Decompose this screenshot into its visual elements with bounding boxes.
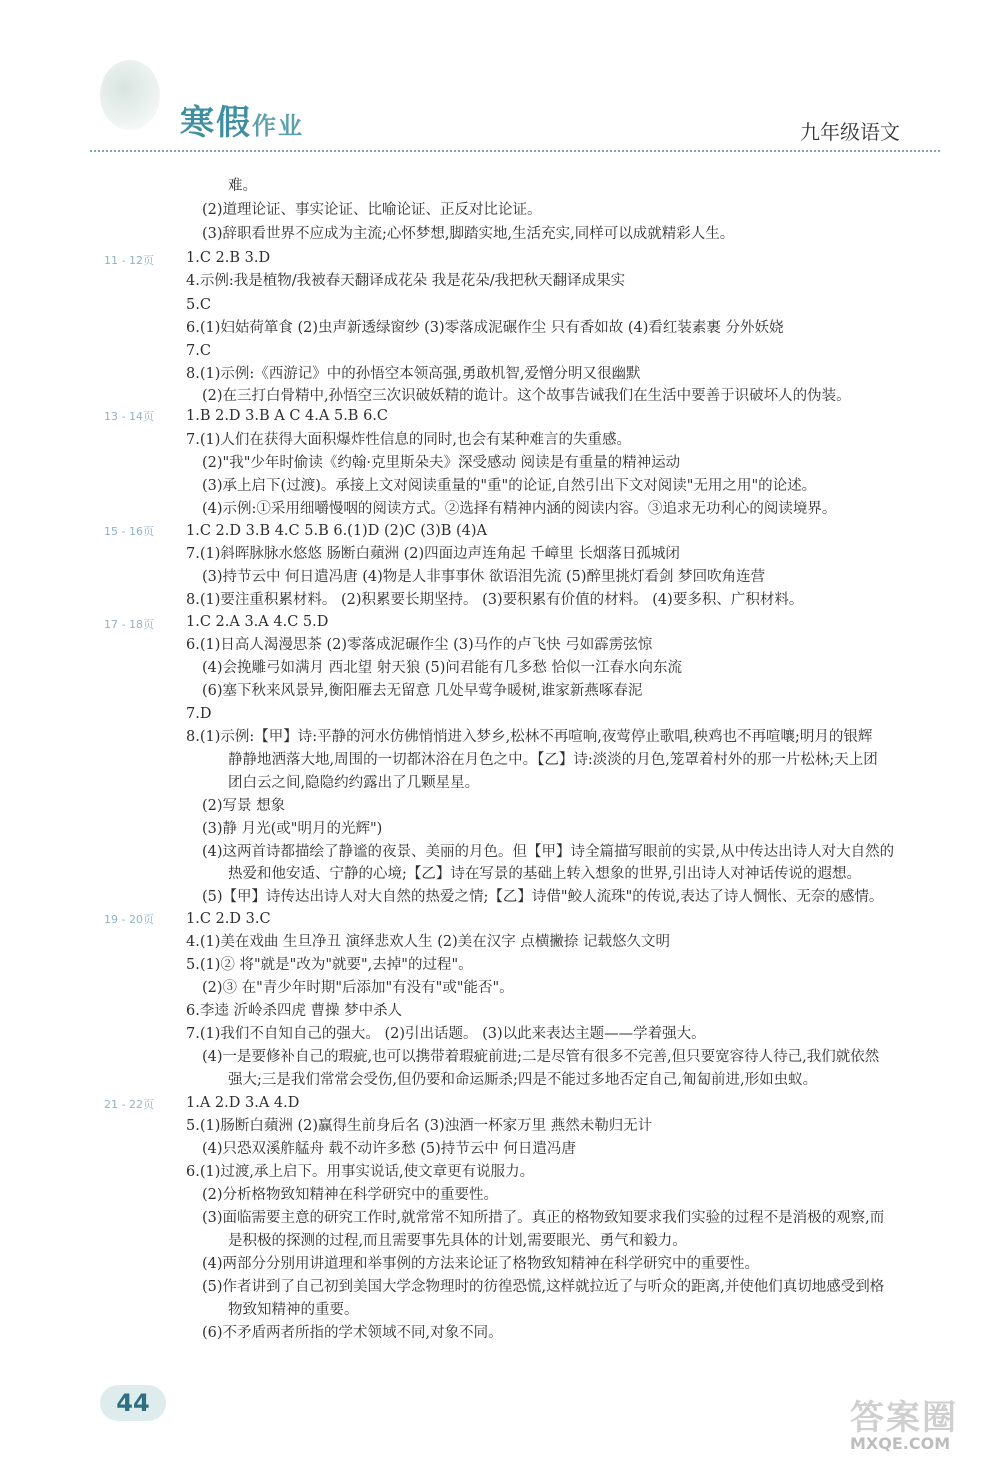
answer-line: 8.(1)示例:《西游记》中的孙悟空本领高强,勇敢机智,爱憎分明又很幽默 bbox=[186, 366, 641, 382]
answer-line: 6.(1)日高人渴漫思茶 (2)零落成泥碾作尘 (3)马作的卢飞快 弓如霹雳弦惊 bbox=[186, 637, 653, 653]
page-range-tag: 11 - 12页 bbox=[104, 254, 154, 267]
answer-line: 静静地洒落大地,周围的一切都沐浴在月色之中。【乙】诗:淡淡的月色,笼罩着村外的那一片松林;天上团 bbox=[228, 752, 878, 768]
answer-line: (2)在三打白骨精中,孙悟空三次识破妖精的诡计。这个故事告诫我们在生活中要善于识破坏人的伪装。 bbox=[202, 388, 851, 404]
answer-line: 1.A 2.D 3.A 4.D bbox=[186, 1095, 300, 1111]
answer-line: (6)不矛盾两者所指的学术领域不同,对象不同。 bbox=[202, 1325, 503, 1341]
answer-line: 1.C 2.A 3.A 4.C 5.D bbox=[186, 614, 329, 630]
answer-line: (4)一是要修补自己的瑕疵,也可以携带着瑕疵前进;二是尽管有很多不完善,但只要宽容待人待己,我们就依然 bbox=[202, 1049, 880, 1065]
answer-line: 6.李逵 沂岭杀四虎 曹操 梦中杀人 bbox=[186, 1003, 403, 1019]
page-number: 44 bbox=[100, 1385, 166, 1421]
answer-line: (3)持节云中 何日遣冯唐 (4)物是人非事事休 欲语泪先流 (5)醉里挑灯看剑 梦回吹角连营 bbox=[202, 569, 766, 585]
answer-line: 1.C 2.B 3.D bbox=[186, 250, 271, 266]
page-range-tag: 19 - 20页 bbox=[104, 913, 154, 926]
answer-line: 热爱和他安适、宁静的心境;【乙】诗在写景的基础上转入想象的世界,引出诗人对神话传说的遐想。 bbox=[228, 866, 861, 882]
answer-line: 1.C 2.D 3.C bbox=[186, 911, 271, 927]
answer-line: 物致知精神的重要。 bbox=[228, 1302, 359, 1318]
answer-line: 7.C bbox=[186, 343, 211, 359]
answer-line: 5.(1)肠断白蘋洲 (2)赢得生前身后名 (3)浊酒一杯家万里 燕然未勒归无计 bbox=[186, 1118, 653, 1134]
answer-line: (5)【甲】诗传达出诗人对大自然的热爱之情;【乙】诗借"鲛人流珠"的传说,表达了诗人惆怅、无奈的感情。 bbox=[202, 889, 884, 905]
answer-line: (4)示例:①采用细嚼慢咽的阅读方式。②选择有精神内涵的阅读内容。③追求无功利心的阅读境界。 bbox=[202, 501, 837, 517]
answer-line: (6)塞下秋来风景异,衡阳雁去无留意 几处早莺争暖树,谁家新燕啄春泥 bbox=[202, 683, 643, 699]
logo-emblem-icon bbox=[100, 60, 160, 130]
grade-subject-label: 九年级语文 bbox=[800, 120, 900, 144]
book-title-main: 寒假 bbox=[180, 103, 252, 143]
answer-line: (2)道理论证、事实论证、比喻论证、正反对比论证。 bbox=[202, 202, 542, 218]
watermark-text: 答案圈 bbox=[850, 1398, 958, 1438]
answer-line: 1.B 2.D 3.B A C 4.A 5.B 6.C bbox=[186, 408, 388, 424]
watermark-logo bbox=[850, 1390, 990, 1460]
book-title-small: 作业 bbox=[252, 112, 304, 140]
answer-line: 8.(1)要注重积累材料。 (2)积累要长期坚持。 (3)要积累有价值的材料。 (4)要多积、广积材料。 bbox=[186, 592, 804, 608]
answer-line: 7.D bbox=[186, 706, 212, 722]
answer-line: 4.(1)美在戏曲 生旦净丑 演绎悲欢人生 (2)美在汉字 点横撇捺 记载悠久文明 bbox=[186, 934, 670, 950]
answer-line: (5)作者讲到了自己初到美国大学念物理时的彷徨恐慌,这样就拉近了与听众的距离,并使他们真切地感受到格 bbox=[202, 1279, 885, 1295]
answer-line: 6.(1)妇姑荷箪食 (2)虫声新透绿窗纱 (3)零落成泥碾作尘 只有香如故 (4)看红装素裹 分外妖娆 bbox=[186, 320, 784, 336]
page-range-tag: 15 - 16页 bbox=[104, 525, 154, 538]
answer-line: (4)只恐双溪舴艋舟 载不动许多愁 (5)持节云中 何日遣冯唐 bbox=[202, 1141, 576, 1157]
answer-line: 5.(1)② 将"就是"改为"就要",去掉"的过程"。 bbox=[186, 957, 473, 973]
answer-line: 7.(1)我们不自知自己的强大。 (2)引出话题。 (3)以此来表达主题——学着强大。 bbox=[186, 1026, 706, 1042]
answer-line: 1.C 2.D 3.B 4.C 5.B 6.(1)D (2)C (3)B (4)A bbox=[186, 523, 488, 539]
answer-line: 7.(1)人们在获得大面积爆炸性信息的同时,也会有某种难言的失重感。 bbox=[186, 432, 631, 448]
answer-line: 是积极的探测的过程,而且需要事先具体的计划,需要眼光、勇气和毅力。 bbox=[228, 1233, 687, 1249]
answer-line: (3)静 月光(或"明月的光辉") bbox=[202, 821, 383, 837]
answer-line: (4)会挽雕弓如满月 西北望 射天狼 (5)问君能有几多愁 恰似一江春水向东流 bbox=[202, 660, 683, 676]
page-range-tag: 17 - 18页 bbox=[104, 618, 154, 631]
header-divider bbox=[90, 150, 940, 152]
answer-line: (4)两部分分别用讲道理和举事例的方法来论证了格物致知精神在科学研究中的重要性。 bbox=[202, 1256, 760, 1272]
answer-line: (2)写景 想象 bbox=[202, 798, 286, 814]
page-header bbox=[0, 0, 1000, 160]
book-title bbox=[180, 95, 304, 144]
answer-line: 7.(1)斜晖脉脉水悠悠 肠断白蘋洲 (2)四面边声连角起 千嶂里 长烟落日孤城闭 bbox=[186, 546, 680, 562]
answer-line: 4.示例:我是植物/我被春天翻译成花朵 我是花朵/我把秋天翻译成果实 bbox=[186, 273, 626, 289]
answer-line: 8.(1)示例:【甲】诗:平静的河水仿佛悄悄进入梦乡,松林不再喧响,夜莺停止歌唱,秧鸡也不再喧嚷;明月的银辉 bbox=[186, 729, 873, 745]
answer-line: 团白云之间,隐隐约约露出了几颗星星。 bbox=[228, 775, 480, 791]
answer-line: (2)"我"少年时偷读《约翰·克里斯朵夫》深受感动 阅读是有重量的精神运动 bbox=[202, 455, 681, 471]
answer-line: 难。 bbox=[228, 178, 257, 194]
watermark-url: MXQE.COM bbox=[850, 1434, 951, 1453]
answer-line: 6.(1)过渡,承上启下。用事实说话,使文章更有说服力。 bbox=[186, 1164, 535, 1180]
answer-line: (3)面临需要主意的研究工作时,就常常不知所措了。真正的格物致知要求我们实验的过程不是消极的观察,而 bbox=[202, 1210, 885, 1226]
page-range-tag: 13 - 14页 bbox=[104, 410, 154, 423]
answer-line: (3)辞职看世界不应成为主流;心怀梦想,脚踏实地,生活充实,同样可以成就精彩人生。 bbox=[202, 226, 735, 242]
answer-line: (2)③ 在"青少年时期"后添加"有没有"或"能否"。 bbox=[202, 980, 514, 996]
answer-line: (3)承上启下(过渡)。承接上文对阅读重量的"重"的论证,自然引出下文对阅读"无用之用"的论述。 bbox=[202, 478, 817, 494]
answer-line: 5.C bbox=[186, 297, 211, 313]
page-range-tag: 21 - 22页 bbox=[104, 1098, 154, 1111]
answer-line: 强大;三是我们常常会受伤,但仍要和命运厮杀;四是不能过多地否定自己,匍匐前进,形如虫蚁。 bbox=[228, 1072, 818, 1088]
answer-line: (4)这两首诗都描绘了静谧的夜景、美丽的月色。但【甲】诗全篇描写眼前的实景,从中传达出诗人对大自然的 bbox=[202, 844, 895, 860]
answer-line: (2)分析格物致知精神在科学研究中的重要性。 bbox=[202, 1187, 499, 1203]
